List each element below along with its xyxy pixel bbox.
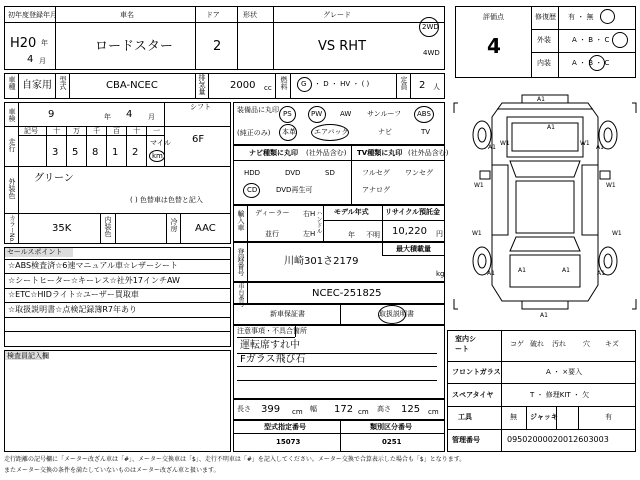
diagram-label-14: A1 — [540, 312, 548, 319]
seat-opt-3: 穴 — [583, 340, 590, 348]
digit-label-1: 十 — [53, 127, 60, 135]
jack-value: 有 — [605, 413, 612, 421]
equip-tv: TV — [421, 128, 431, 136]
shape-label: 形状 — [243, 11, 257, 19]
len-value: 399 — [261, 404, 281, 415]
inspection-label: 車検 — [8, 108, 16, 122]
inspection-month-unit: 月 — [148, 113, 155, 121]
len-label: 長さ — [237, 405, 251, 413]
disp-value: 2000 — [230, 80, 256, 91]
navi-hdd: HDD — [244, 169, 261, 177]
tools-value: 無 — [510, 413, 517, 421]
score-label: 評価点 — [483, 13, 504, 21]
recycle-yen: 円 — [436, 230, 443, 238]
km-label: km — [152, 152, 163, 160]
shift-value: 6F — [192, 134, 205, 145]
model-label: 型式 — [59, 76, 67, 90]
diagram-label-8: W1 — [472, 230, 482, 237]
max-load-kg: kg — [436, 270, 445, 278]
inspector-box — [4, 350, 231, 452]
warranty-manual: 取扱説明書 — [379, 310, 414, 318]
diagram-label-11: A1 — [597, 270, 605, 277]
seat-opt-2: 汚れ — [552, 340, 566, 348]
hei-label: 高さ — [377, 405, 391, 413]
mileage-digit-0: 3 — [52, 147, 59, 158]
color-change-note: ( ) 色替車は色替と記入 — [130, 196, 203, 204]
ac-label: 冷房 — [170, 218, 178, 232]
digit-label-5: 十 — [133, 127, 140, 135]
navi-cd: CD — [247, 186, 258, 194]
digit-label-0: 記号 — [24, 127, 38, 135]
jack-label: ジャッキ — [530, 413, 558, 421]
sales-label: セールスポイント — [7, 248, 63, 256]
tv-title: TV種類に丸印 — [357, 149, 403, 157]
model-value: CBA-NCEC — [106, 80, 158, 91]
tv-sub: (社外品含む) — [408, 149, 449, 157]
wid-value: 172 — [334, 404, 354, 415]
type-label: 型式指定番号 — [264, 423, 306, 431]
max-load-label: 最大積載量 — [396, 245, 431, 253]
spare-label: スペアタイヤ — [452, 391, 494, 399]
use-label: 車種 — [8, 76, 16, 90]
fuel-value: G — [301, 80, 307, 88]
disp-unit: cc — [264, 84, 272, 92]
chassis-label: 車台番号 — [237, 283, 244, 307]
diagram-label-5: W1 — [606, 182, 616, 189]
seat-opt-0: コゲ — [510, 340, 524, 348]
diagram-label-6: A1 — [488, 144, 496, 151]
diagram-label-12: A1 — [518, 267, 526, 274]
grade: VS RHT — [318, 39, 367, 54]
diagram-label-7: A1 — [596, 144, 604, 151]
fuel-options: ・ D ・ HV ・ ( ) — [314, 80, 370, 88]
drive-4wd: 4WD — [423, 49, 440, 57]
navi-sub: (社外品含む) — [306, 149, 347, 157]
footer-line-1: またメーター交換の条件を満たしていないものはメーター改ざん車と扱います。 — [4, 467, 220, 474]
mileage-label: 走行 — [8, 138, 16, 152]
wid-unit: cm — [358, 408, 369, 416]
reg-month-unit: 月 — [39, 57, 46, 65]
import-parallel: 並行 — [265, 230, 279, 238]
plate-label: 登録番号 — [237, 248, 245, 276]
drive-2wd: 2WD — [422, 23, 439, 31]
ac-value: AAC — [195, 223, 216, 234]
warranty-new: 新車保証書 — [270, 310, 305, 318]
cap-value: 2 — [419, 80, 426, 91]
diagram-label-2: W1 — [500, 140, 510, 147]
equip-navi: ナビ — [378, 128, 392, 136]
seat-opt-1: 破れ — [530, 340, 544, 348]
exterior-circle — [612, 32, 628, 48]
sales-line-2: ☆ETC☆HIDライト☆ユーザー買取車 — [8, 290, 139, 299]
car-name: ロードスター — [95, 39, 173, 54]
reg-month: 4 — [27, 54, 34, 65]
colorno-value: 35K — [52, 223, 72, 234]
cap-label: 定員 — [400, 76, 408, 90]
recycle-value: 10,220 — [392, 226, 427, 237]
tools-label: 工具 — [458, 413, 472, 421]
shift-label: シフト — [190, 103, 211, 111]
car-diagram — [452, 85, 638, 320]
class-label: 類別区分番号 — [370, 423, 412, 431]
interior-label: 内装 — [537, 59, 551, 67]
mileage-digit-1: 5 — [72, 147, 79, 158]
fglass-label: フロントガラス — [452, 368, 501, 376]
len-unit: cm — [292, 408, 303, 416]
interior-color-label: 内装色 — [104, 216, 112, 237]
notes-title: 注意事項・不具合箇所 — [237, 327, 307, 335]
equip-ps: PS — [283, 110, 292, 118]
inspector-label: 検査員記入欄 — [7, 352, 49, 360]
plate-value: 川崎301さ2179 — [284, 256, 359, 267]
equip-pw: PW — [311, 110, 323, 118]
reg-year-label: 初年度登録年月 — [8, 11, 57, 19]
navi-title: ナビ種類に丸印 — [249, 149, 298, 157]
inspection-month: 4 — [126, 109, 133, 120]
disp-label: 排気量 — [198, 74, 206, 95]
navi-dvd: DVD — [285, 169, 301, 177]
class-value: 0251 — [382, 438, 402, 446]
recycle-label: リサイクル預託金 — [385, 208, 441, 216]
digit-label-2: 万 — [73, 127, 80, 135]
equip-aw: AW — [340, 110, 352, 118]
import-label: 輸入車 — [237, 210, 245, 231]
header-box — [4, 6, 445, 70]
handle-label: ハンドル — [315, 210, 322, 234]
repair-circle — [600, 9, 615, 24]
use-value: 自家用 — [22, 80, 52, 91]
model-year-unknown: 不明 — [366, 231, 380, 239]
sales-line-3: ☆取扱説明書☆点検記録簿R7年あり — [8, 305, 137, 314]
doors: 2 — [213, 39, 222, 54]
tv-fullseg: フルセグ — [362, 169, 390, 177]
sales-line-0: ☆ABS検査済☆6速マニュアル車☆レザーシート — [8, 261, 179, 270]
note-line-1: Fガラス飛び石 — [240, 354, 306, 365]
mileage-digit-2: 8 — [92, 147, 99, 158]
import-right: 右H — [303, 210, 316, 218]
hei-unit: cm — [428, 408, 439, 416]
spare-value: T ・ 修理KIT ・ 欠 — [530, 391, 590, 399]
name-label: 車名 — [120, 11, 134, 19]
interior-value: A ・ B ・ C — [572, 59, 610, 67]
diagram-label-1: A1 — [547, 124, 555, 131]
repair-label: 修復歴 — [535, 13, 556, 21]
mile-label: マイル — [150, 139, 171, 147]
reg-era: H20 — [10, 36, 37, 51]
mgmt-value: 09502000020012603003 — [507, 435, 609, 444]
model-year-label: モデル年式 — [334, 208, 369, 216]
note-line-0: 運転席すれ中 — [240, 340, 300, 351]
tv-analog: アナログ — [362, 186, 390, 194]
diagram-label-9: W1 — [612, 230, 622, 237]
digit-label-3: 千 — [93, 127, 100, 135]
equip-title: 装備品に丸印 — [237, 106, 279, 114]
equip-leather: 本革 — [282, 128, 296, 136]
navi-sd: SD — [325, 169, 335, 177]
wid-label: 幅 — [310, 405, 317, 413]
equip-abs: ABS — [417, 110, 431, 118]
mileage-digit-4: 2 — [132, 147, 139, 158]
inspection-year-unit: 年 — [104, 113, 111, 121]
inspection-year: 9 — [48, 109, 55, 120]
diagram-label-10: A1 — [487, 270, 495, 277]
diagram-label-0: A1 — [537, 96, 545, 103]
navi-dvdplay: DVD再生可 — [276, 186, 313, 194]
exterior-value: A ・ B ・ C — [572, 36, 610, 44]
hei-value: 125 — [401, 404, 421, 415]
model-year-unit: 年 — [348, 231, 355, 239]
sales-line-1: ☆シートヒーター☆キーレス☆社外17インチAW — [8, 276, 180, 285]
equip-airbag: エアバック — [314, 128, 349, 136]
chassis-value: NCEC-251825 — [312, 288, 382, 299]
type-value: 15073 — [276, 438, 301, 446]
grade-label: グレード — [323, 11, 351, 19]
color-value: グリーン — [34, 173, 74, 184]
digit-label-4: 百 — [113, 127, 120, 135]
cap-unit: 人 — [433, 83, 440, 91]
reg-year-unit: 年 — [41, 39, 48, 47]
import-dealer: ディーラー — [255, 209, 290, 217]
door-label: ドア — [206, 11, 220, 19]
interior-circle — [589, 55, 605, 71]
diagram-label-4: W1 — [474, 182, 484, 189]
fglass-value: A ・ ×要入 — [546, 368, 583, 376]
repair-value: 有 ・ 無 — [568, 13, 594, 21]
digit-label-6: 一 — [153, 127, 160, 135]
diagram-label-3: W1 — [580, 140, 590, 147]
mileage-digit-3: 1 — [112, 147, 119, 158]
diagram-label-13: A1 — [562, 267, 570, 274]
fuel-label: 燃料 — [280, 76, 288, 90]
interior-seat-label: 室内シート — [455, 335, 476, 353]
mgmt-label: 管理番号 — [452, 436, 480, 444]
seat-opt-4: キズ — [605, 340, 619, 348]
equip-sunroof: サンルーフ — [367, 110, 402, 118]
tv-oneseg: ワンセグ — [405, 169, 433, 177]
row2-box — [4, 73, 445, 99]
equip-subtitle: (純正のみ) — [237, 129, 271, 137]
colorno-label: カラーNo. — [8, 215, 15, 243]
exterior-label: 外装 — [537, 36, 551, 44]
footer-line-0: 走行距離の記号欄に「メーター改ざん車は「#」、メーター交換車は「$」、走行不明車は「#」を記入してください。メーター交換で合算表示した場合も「$」となります。 — [4, 456, 466, 463]
score-value: 4 — [487, 34, 501, 58]
color-label: 外装色 — [8, 178, 16, 199]
import-left: 左H — [303, 230, 316, 238]
